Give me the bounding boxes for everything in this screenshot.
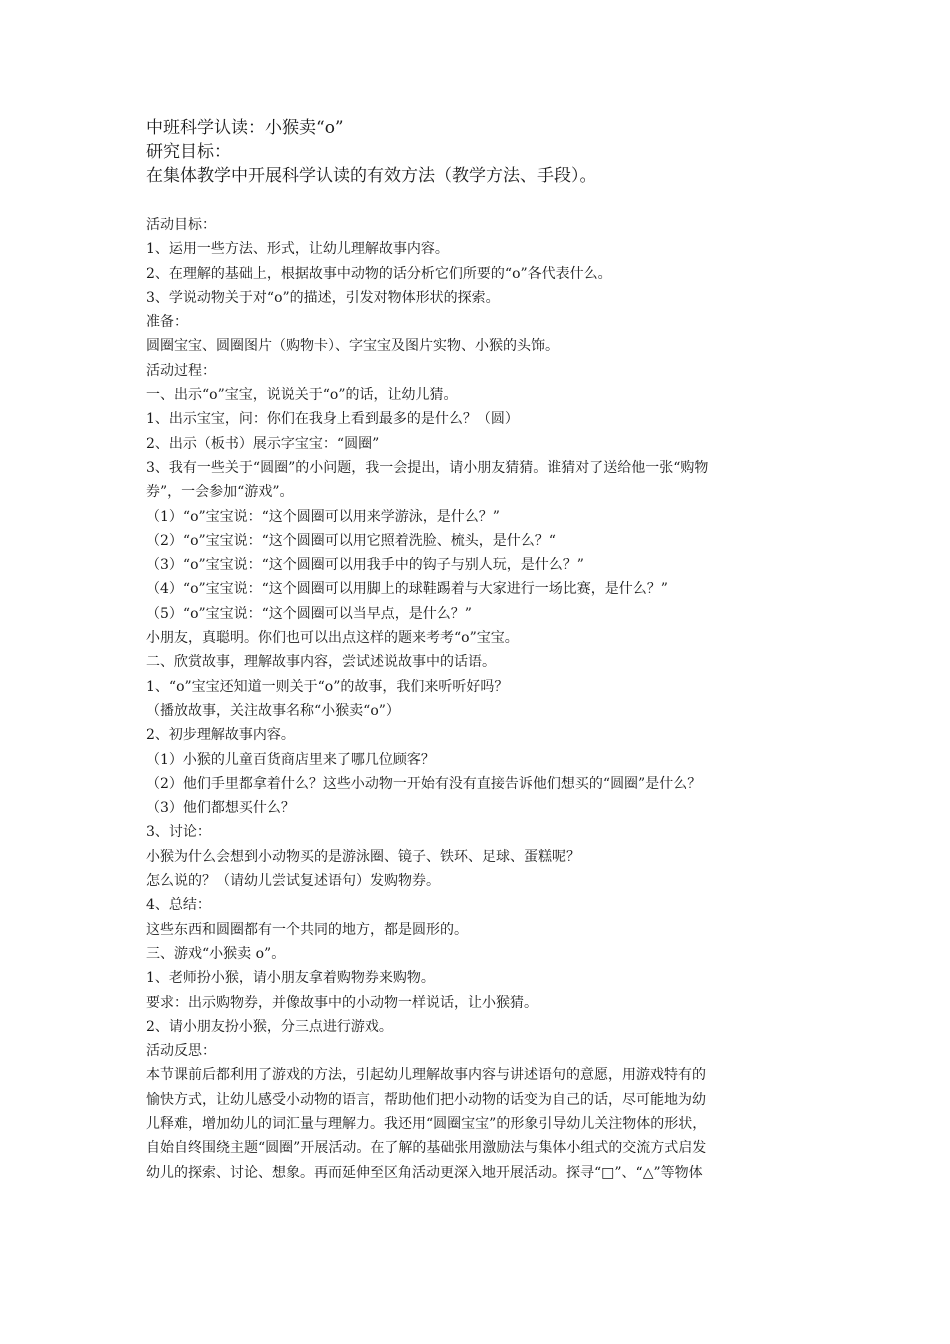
text-line: 3、我有一些关于“圆圈”的小问题，我一会提出，请小朋友猜猜。谁猜对了送给他一张“购物 (146, 459, 709, 476)
text-line: 3、讨论： (146, 824, 211, 841)
text-line: （2）“o”宝宝说：“这个圆圈可以用它照着洗脸、梳头，是什么？“ (146, 532, 556, 549)
text-line: 1、“o”宝宝还知道一则关于“o”的故事，我们来听听好吗？ (146, 678, 509, 695)
text-line: 2、初步理解故事内容。 (146, 727, 295, 744)
text-line: 要求：出示购物券，并像故事中的小动物一样说话，让小猴猜。 (146, 994, 538, 1011)
text-line: 2、请小朋友扮小猴，分三点进行游戏。 (146, 1018, 393, 1035)
text-line: 幼儿的探索、讨论、想象。再而延伸至区角活动更深入地开展活动。探寻“□”、“△”等物体 (146, 1164, 703, 1181)
text-line: 一、出示“o”宝宝，说说关于“o”的话，让幼儿猜。 (146, 387, 458, 404)
document-body (146, 213, 811, 1185)
text-line: 怎么说的？（请幼儿尝试复述语句）发购物券。 (146, 873, 440, 890)
text-line: 活动目标： (146, 217, 216, 233)
text-line: （5）“o”宝宝说：“这个圆圈可以当早点，是什么？” (146, 605, 472, 622)
text-line: 活动反思： (146, 1043, 216, 1060)
document-title: 中班科学认读：小猴卖“o” (146, 118, 344, 138)
text-line: （2）他们手里都拿着什么？这些小动物一开始有没有直接告诉他们想买的“圆圈”是什么？ (146, 775, 702, 792)
text-line: 3、学说动物关于对“o”的描述，引发对物体形状的探索。 (146, 289, 500, 306)
text-line: 1、老师扮小猴，请小朋友拿着购物券来购物。 (146, 970, 435, 987)
text-line: （4）“o”宝宝说：“这个圆圈可以用脚上的球鞋踢着与大家进行一场比赛，是什么？” (146, 581, 668, 598)
text-line: 2、在理解的基础上，根据故事中动物的话分析它们所要的“o”各代表什么。 (146, 265, 612, 282)
text-line: 券”，一会参加“游戏”。 (146, 484, 294, 501)
research-goal-label: 研究目标： (146, 142, 231, 162)
text-line: 二、欣赏故事，理解故事内容，尝试述说故事中的话语。 (146, 654, 496, 671)
text-line: 1、出示宝宝，问：你们在我身上看到最多的是什么？（圆） (146, 411, 519, 428)
text-line: 4、总结： (146, 897, 211, 914)
text-line: 小猴为什么会想到小动物买的是游泳圈、镜子、铁环、足球、蛋糕呢？ (146, 848, 580, 865)
text-line: 本节课前后都利用了游戏的方法，引起幼儿理解故事内容与讲述语句的意愿，用游戏特有的 (146, 1067, 706, 1084)
text-line: 圆圈宝宝、圆圈图片（购物卡）、字宝宝及图片实物、小猴的头饰。 (146, 338, 559, 355)
text-line: （3）他们都想买什么？ (146, 800, 295, 817)
text-line: 这些东西和圆圈都有一个共同的地方，都是圆形的。 (146, 921, 468, 938)
text-line: 2、出示（板书）展示字宝宝：“圆圈” (146, 435, 380, 452)
text-line: 儿释难，增加幼儿的词汇量与理解力。我还用“圆圈宝宝”的形象引导幼儿关注物体的形状， (146, 1115, 707, 1132)
research-goal-text: 在集体教学中开展科学认读的有效方法（教学方法、手段）。 (146, 166, 597, 186)
text-line: 自始自终围绕主题“圆圈”开展活动。在了解的基础张用激励法与集体小组式的交流方式启发 (146, 1140, 707, 1157)
text-line: 小朋友，真聪明。你们也可以出点这样的题来考考“o”宝宝。 (146, 630, 519, 647)
document-header (146, 116, 846, 188)
text-line: （播放故事，关注故事名称“小猴卖“o”） (146, 702, 400, 719)
text-line: （1）“o”宝宝说：“这个圆圈可以用来学游泳，是什么？” (146, 508, 500, 525)
text-line: （1）小猴的儿童百货商店里来了哪几位顾客？ (146, 751, 435, 768)
text-line: 准备： (146, 314, 188, 331)
text-line: （3）“o”宝宝说：“这个圆圈可以用我手中的钩子与别人玩，是什么？” (146, 557, 584, 574)
text-line: 1、运用一些方法、形式，让幼儿理解故事内容。 (146, 241, 449, 258)
text-line: 活动过程： (146, 362, 216, 379)
text-line: 三、游戏“小猴卖 o”。 (146, 945, 286, 962)
text-line: 愉快方式，让幼儿感受小动物的语言，帮助他们把小动物的话变为自己的话，尽可能地为幼 (146, 1091, 706, 1108)
